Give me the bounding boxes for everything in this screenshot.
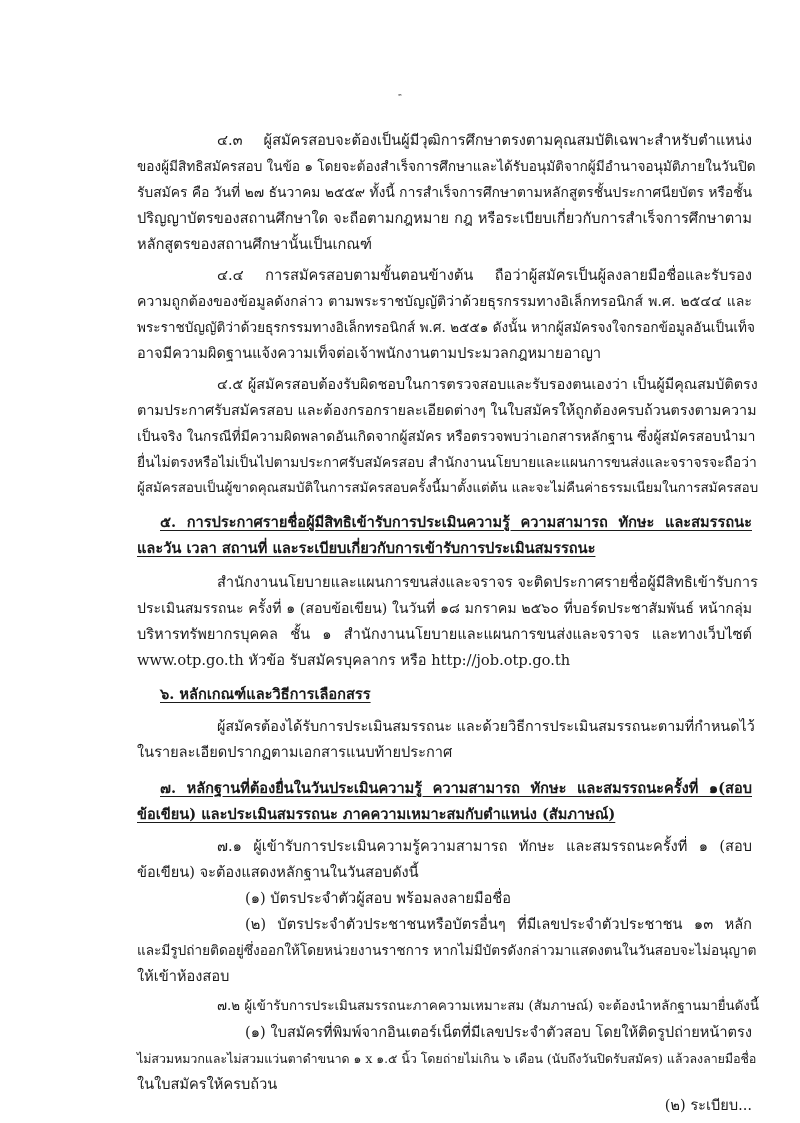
para-7-1-line-1: ๗.๑ ผู้เข้ารับการประเมินความรู้ความสามารถ ทักษะ และสมรรถนะครั้งที่ ๑ (สอบ [217, 838, 752, 855]
para-7-2-item-1-line-2: ไม่สวมหมวกและไม่สวมแว่นตาดำขนาด ๑ x ๑.๕ นิ้ว โดยถ่ายไม่เกิน ๖ เดือน (นับถึงวันปิดรับสมัคร) แล้วลงลายมือชื่อ [137, 1051, 757, 1066]
para-7-1-item-2-line-2: และมีรูปถ่ายติดอยู่ซึ่งออกให้โดยหน่วยงานราชการ หากไม่มีบัตรดังกล่าวมาแสดงตนในวันสอบจะไม่อนุญาต [137, 943, 757, 959]
heading-5-line-2: และวัน เวลา สถานที่ และระเบียบเกี่ยวกับการเข้ารับการประเมินสมรรถนะ [137, 540, 596, 557]
heading-7-line-2: ข้อเขียน) และประเมินสมรรถนะ ภาคความเหมาะสมกับตำแหน่ง (สัมภาษณ์) [137, 806, 616, 823]
para-4-4-line-1: ๔.๔ การสมัครสอบตามขั้นตอนข้างต้น ถือว่าผู้สมัครเป็นผู้ลงลายมือชื่อและรับรอง [217, 267, 752, 284]
para-4-3-line-5: หลักสูตรของสถานศึกษานั้นเป็นเกณฑ์ [137, 236, 372, 253]
heading-6: ๖. หลักเกณฑ์และวิธีการเลือกสรร [160, 686, 371, 703]
para-4-3-line-4: ปริญญาบัตรของสถานศึกษาใด จะถือตามกฎหมาย กฎ หรือระเบียบเกี่ยวกับการสำเร็จการศึกษาตาม [137, 210, 752, 227]
para-4-5-line-5: ผู้สมัครสอบเป็นผู้ขาดคุณสมบัติในการสมัครสอบครั้งนี้มาตั้งแต่ต้น และจะไม่คืนค่าธรรมเนียมในการสมัครสอบ [137, 481, 759, 496]
para-7-1-item-2-line-1: (๒) บัตรประจำตัวประชาชนหรือบัตรอื่นๆ ที่มีเลขประจำตัวประชาชน ๑๓ หลัก [245, 916, 752, 933]
para-5-line-2: ประเมินสมรรถนะ ครั้งที่ ๑ (สอบข้อเขียน) ในวันที่ ๑๘ มกราคม ๒๕๖๐ ที่บอร์ดประชาสัมพันธ์ หน้ากลุ่ม [137, 601, 752, 617]
para-4-4-line-2: ความถูกต้องของข้อมูลดังกล่าว ตามพระราชบัญญัติว่าด้วยธุรกรรมทางอิเล็กทรอนิกส์ พ.ศ. ๒๕๔๔ และ [137, 294, 752, 310]
para-6-line-1: ผู้สมัครต้องได้รับการประเมินสมรรถนะ และด้วยวิธีการประเมินสมรรถนะตามที่กำหนดไว้ [217, 719, 755, 735]
para-5-line-1: สำนักงานนโยบายและแผนการขนส่งและจราจร จะติดประกาศรายชื่อผู้มีสิทธิเข้ารับการ [217, 574, 758, 591]
para-7-2-item-1-line-1: (๑) ใบสมัครที่พิมพ์จากอินเตอร์เน็ตที่มีเลขประจำตัวสอบ โดยให้ติดรูปถ่ายหน้าตรง [245, 1024, 752, 1041]
para-4-4-line-4: อาจมีความผิดฐานแจ้งความเท็จต่อเจ้าพนักงานตามประมวลกฎหมายอาญา [137, 345, 602, 362]
para-4-5-line-3: เป็นจริง ในกรณีที่มีความผิดพลาดอันเกิดจากผู้สมัคร หรือตรวจพบว่าเอกสารหลักฐาน ซึ่งผู้สมัครสอบนำมา [137, 429, 756, 445]
para-4-5-line-1: ๔.๕ ผู้สมัครสอบต้องรับผิดชอบในการตรวจสอบและรับรองตนเองว่า เป็นผู้มีคุณสมบัติตรง [217, 377, 758, 393]
continuation-marker: (๒) ระเบียบ... [664, 1097, 752, 1114]
para-7-1-item-2-line-3: ให้เข้าห้องสอบ [137, 968, 230, 985]
para-7-1-line-2: ข้อเขียน) จะต้องแสดงหลักฐานในวันสอบดังนี้ [137, 864, 419, 881]
para-6-line-2: ในรายละเอียดปรากฏตามเอกสารแนบท้ายประกาศ [137, 744, 453, 761]
para-4-4-line-3: พระราชบัญญัติว่าด้วยธุรกรรมทางอิเล็กทรอนิกส์ พ.ศ. ๒๕๕๑ ดังนั้น หากผู้สมัครจงใจกรอกข้อมูลอันเป็นเท็จ [137, 320, 755, 336]
para-4-5-line-2: ตามประกาศรับสมัครสอบ และต้องกรอกรายละเอียดต่างๆ ในใบสมัครให้ถูกต้องครบถ้วนตรงตามความ [137, 403, 757, 419]
para-4-3-line-3: รับสมัคร คือ วันที่ ๒๗ ธันวาคม ๒๕๕๙ ทั้งนี้ การสำเร็จการศึกษาตามหลักสูตรชั้นประกาศนียบัตร หรือชั้น [137, 185, 753, 201]
para-4-5-line-4: ยื่นไม่ตรงหรือไม่เป็นไปตามประกาศรับสมัครสอบ สำนักงานนโยบายและแผนการขนส่งและจราจรจะถือว่า [137, 455, 757, 471]
page-number: ๓ [398, 93, 402, 98]
para-7-2-item-1-line-3: ในใบสมัครให้ครบถ้วน [137, 1076, 278, 1093]
heading-7-line-1: ๗. หลักฐานที่ต้องยื่นในวันประเมินความรู้ ความสามารถ ทักษะ และสมรรถนะครั้งที่ ๑(สอบ [160, 780, 752, 797]
heading-5-line-1: ๕. การประกาศรายชื่อผู้มีสิทธิเข้ารับการประเมินความรู้ ความสามารถ ทักษะ และสมรรถนะ [160, 514, 752, 531]
para-7-2-line-1: ๗.๒ ผู้เข้ารับการประเมินสมรรถนะภาคความเหมาะสม (สัมภาษณ์) จะต้องนำหลักฐานมายื่นดังนี้ [217, 999, 759, 1014]
para-4-3-line-2: ของผู้มีสิทธิสมัครสอบ ในข้อ ๑ โดยจะต้องสำเร็จการศึกษาและได้รับอนุมัติจากผู้มีอำนาจอนุมัติภายในวันปิด [137, 159, 756, 175]
para-5-line-3: บริหารทรัพยากรบุคคล ชั้น ๑ สำนักงานนโยบายและแผนการขนส่งและจราจร และทางเว็บไซต์ [137, 626, 752, 643]
para-7-1-item-1: (๑) บัตรประจำตัวผู้สอบ พร้อมลงลายมือชื่อ [245, 890, 512, 907]
para-5-line-4: www.otp.go.th หัวข้อ รับสมัครบุคลากร หรือ http://job.otp.go.th [137, 652, 571, 669]
para-4-3-line-1: ๔.๓ ผู้สมัครสอบจะต้องเป็นผู้มีวุฒิการศึกษาตรงตามคุณสมบัติเฉพาะสำหรับตำแหน่ง [217, 132, 752, 149]
